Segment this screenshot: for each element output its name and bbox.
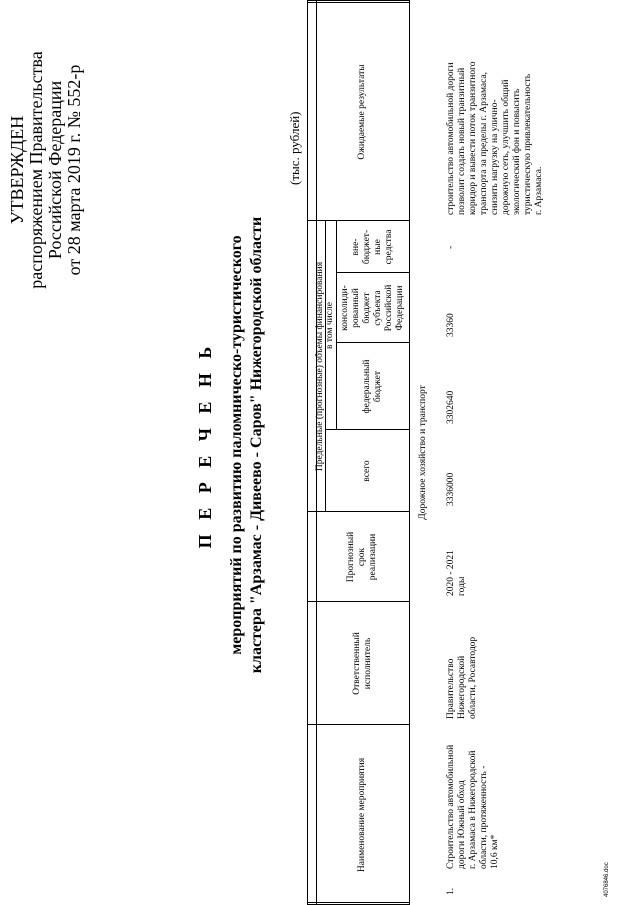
header-volumes [316,221,325,512]
row-extra: - [446,245,456,249]
row-results-line: позволит создать новый транзитный [457,67,467,215]
approval-line: Российской Федерации [45,80,65,260]
header-regional-line: рованный [350,288,361,328]
row-term [446,550,468,596]
table-header-bottom [409,0,410,905]
header-federal-line: федеральный [361,359,372,414]
row-results-line: г. Арзамаса. [534,166,544,215]
document-subtitle [227,105,267,785]
units-note: (тыс. рублей) [287,111,302,185]
row-name-line: 10,6 км* [490,834,500,869]
approval-line: распоряжением Правительства [26,51,46,289]
header-federal [336,343,409,430]
header-regional-line: субъекта [372,290,383,326]
header-executor [316,602,409,725]
row-executor-line: Правительство [446,658,456,719]
header-total-text: всего [361,460,372,482]
header-extra-line: средства [383,229,394,265]
header-regional-line: консолиди- [339,285,350,331]
header-term-line: реализации [368,533,378,581]
header-regional-line: бюджет [361,292,372,324]
header-volumes-text: Предельные (прогнозные) объемы финансирования [315,261,325,472]
row-name-line: области, протяженность - [479,765,489,869]
subtitle-line: кластера "Арзамас - Дивеево - Саров" Нижегородской области [248,216,265,674]
row-executor-line: Нижегородской [457,655,467,719]
approval-date: от 28 марта 2019 г. № 552-р [64,64,84,276]
header-regional-line: Российской [383,284,394,332]
row-term-line: годы [457,576,467,596]
row-results-line: туристическую привлекательность [523,73,533,215]
header-results [316,3,409,221]
row-number: 1. [446,887,456,895]
header-total [325,430,409,512]
row-regional: 33360 [446,313,456,337]
table-top-border [307,0,308,905]
subtitle-line: мероприятий по развитию паломническо-туристического [228,235,245,655]
header-term-line: срок [357,547,367,567]
row-total: 3336000 [446,472,456,506]
header-regional-line: Федерации [394,285,405,331]
header-federal-line: бюджет [372,370,383,403]
approval-title: УТВЕРЖДЕН [7,115,27,225]
row-name-line: Строительство автомобильной [446,744,456,869]
approval-block [8,50,84,290]
row-executor-line: области, Росавтодор [468,636,478,719]
row-results-line: снизить нагрузку на улично- [490,99,500,215]
row-executor [446,637,479,719]
row-results-line: экологический фон и повысить [512,88,522,215]
row-results-line: транспорта за пределы г. Арзамаса, [479,71,489,215]
header-name [316,725,409,905]
row-federal: 3302640 [446,390,456,424]
header-executor-line: исполнитель [362,637,373,690]
row-term-line: 2020 - 2021 [446,550,456,596]
row-name [446,745,501,869]
header-results-text: Ожидаемые результаты [357,64,367,160]
document-title: П Е Р Е Ч Е Н Ь [195,341,215,549]
document-code: 4076846.doc [604,862,610,897]
header-including-text: в том числе [325,302,335,349]
header-including [325,221,336,430]
row-results-line: строительство автомобильной дороги [446,62,456,215]
header-extra-line: ные [372,239,383,255]
row-name-line: г. Арзамаса в Нижегородской [468,750,478,869]
section-heading: Дорожное хозяйство и транспорт [418,385,428,520]
header-name-text: Наименование мероприятия [357,757,367,873]
row-results-line: дорожную сеть, улучшить общий [501,79,511,215]
header-executor-line: Ответственный [351,632,362,695]
header-term [316,512,409,602]
row-name-line: дороги Южный обход [457,780,467,869]
header-extra-line: вне- [350,238,361,256]
header-regional [336,273,409,343]
row-results-line: коридор и вывести поток транзитного [468,61,478,215]
header-extra [336,221,409,273]
header-term-line: Прогнозный [346,531,356,583]
row-results [446,62,545,216]
header-extra-line: бюджет- [361,229,372,265]
